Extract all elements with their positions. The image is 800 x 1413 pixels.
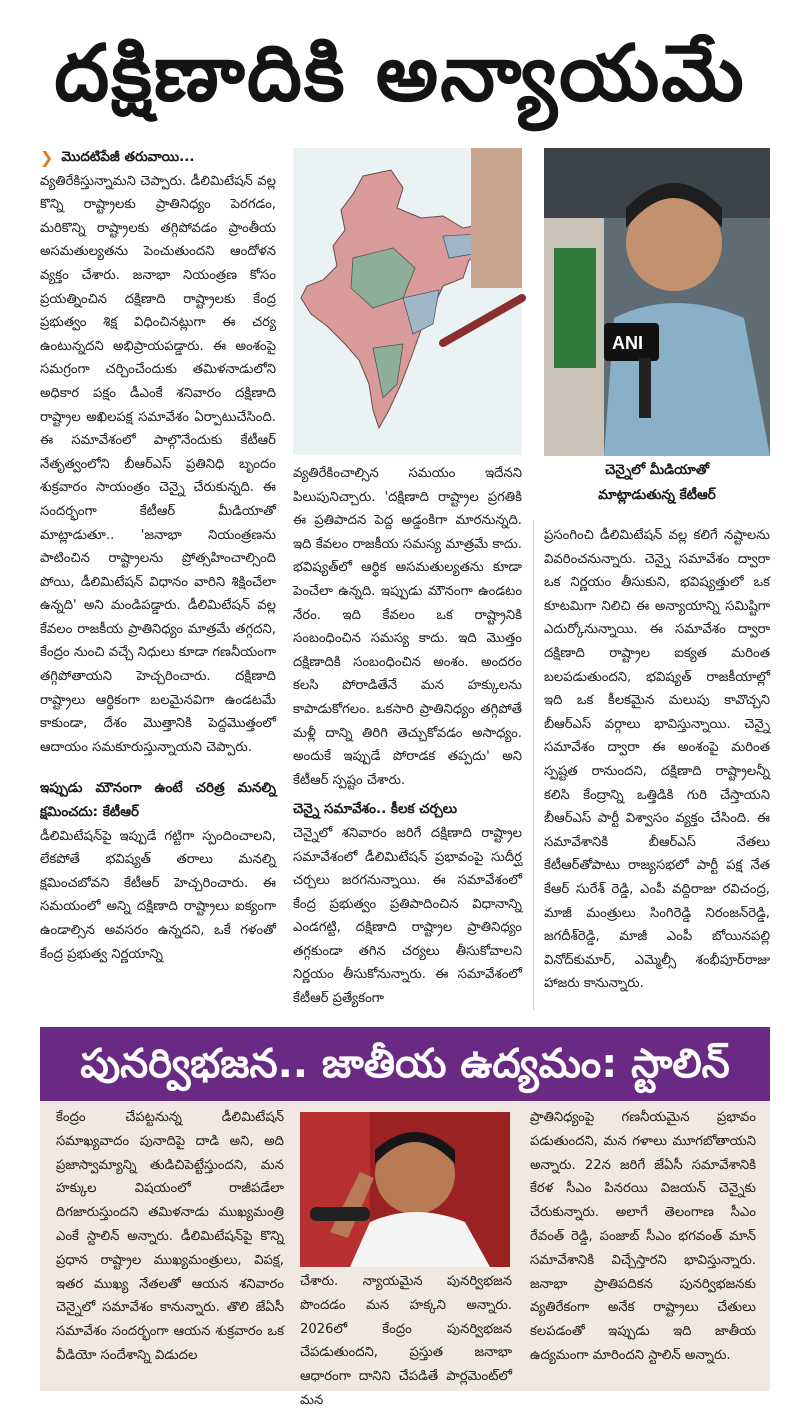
article-body-1b: డీలిమిటేషన్‌పై ఇప్పుడే గట్టిగా స్పందించాలని, లేకపోతే భవిష్యత్ తరాలు మనల్ని క్షమించబోవని కేటీఆర్ హెచ్చరించారు. ఈ సమయంలో అన్ని దక్షిణాది రాష్ట్రాలు ఐక్యంగా ఉండాల్సిన అవసరం ఉన్నదని, ఒకే గళంతో కేంద్ర ప్రభుత్వ నిర్ణయాన్ని [40,828,276,962]
stalin-column-3 [530,1106,756,1390]
continued-kicker [40,146,276,170]
article-column-1 [40,146,276,1026]
article-body-2b: చెన్నైలో శనివారం జరిగే దక్షిణాది రాష్ట్రాల సమావేశంలో డీలిమిటేషన్ ప్రభావంపై సుదీర్ఘ చర్చలు జరగనున్నాయి. ఈ సమావేశంలో కేంద్ర ప్రభుత్వం ప్రతిపాదించిన విధానాన్ని ఎండగట్టి, దక్షిణాది రాష్ట్రాల ప్రాతినిధ్యం తగ్గకుండా తగిన చర్యలు తీసుకోవాలని నిర్ణయం తీసుకోనున్నారు. ఈ సమావేశంలో కేటీఆర్ ప్రత్యేకంగా [293,825,522,1007]
stalin-body-2: చేశారు. న్యాయమైన పునర్విభజన పొందడం మన హక్కని అన్నారు. 2026లో కేంద్రం పునర్విభజన చేపడుతుందని, ప్రస్తుత జనాభా ఆధారంగా దానిని చేపడితే పార్లమెంట్‌లో మన [300,1274,512,1408]
page-headline: దక్షిణాదికి అన్యాయమే [54,29,746,119]
stalin-body-1: కేంద్రం చేపట్టనున్న డీలిమిటేషన్ సమాఖ్యవాదం పునాదిపై దాడి అని, అది ప్రజాస్వామ్యాన్ని తుడిచిపెట్టేస్తుందని, మన హక్కుల విషయంలో రాజీపడేలా దిగజారుస్తుందని తమిళనాడు ముఖ్యమంత్రి ఎంకే స్టాలిన్ అన్నారు. డీలిమిటేషన్‌పై కొన్ని ప్రధాన రాష్ట్రాల ముఖ్యమంత్రులు, విపక్ష, ఇతర ముఖ్య నేతలతో ఆయన శనివారం చెన్నైలో సమావేశం కానున్నారు. తొలి జేఏసీ సమావేశం సందర్భంగా ఆయన శుక్రవారం ఒక వీడియో సందేశాన్ని విడుదల [56,1110,284,1363]
article-body-2: వ్యతిరేకించాల్సిన సమయం ఇదేనని పిలుపునిచ్చారు. 'దక్షిణాది రాష్ట్రాల ప్రగతికి ఈ ప్రతిపాదన పెద్ద అడ్డంకిగా మారనున్నది. ఇది కేవలం రాజకీయ సమస్య మాత్రమే కాదు. భవిష్యత్‌లో ఆర్థిక అసమతుల్యతను కూడా పెంచేలా ఉన్నది. ఇప్పుడు మౌనంగా ఉండటం నేరం. ఇది కేవలం ఒక రాష్ట్రానికి సంబంధించిన సమస్య కాదు. ఇది మొత్తం దక్షిణాదికి సంబంధించిన అంశం. అందరం కలసి పోరాడితేనే మన హక్కులను కాపాడుకోగలం. ఒకసారి ప్రాతినిధ్యం తగ్గిపోతే మళ్లీ దాన్ని తిరిగి తెచ్చుకోవడం అసాధ్యం. అందుకే ఇప్పుడే పోరాడక తప్పదు' అని కేటీఆర్ స్పష్టం చేశారు. [293,466,522,788]
stalin-column-1 [56,1106,284,1390]
article-body-3: ప్రసంగించి డీలిమిటేషన్ వల్ల కలిగే నష్టాలను వివరించనున్నారు. చెన్నై సమావేశం ద్వారా ఒక నిర్ణయం తీసుకుని, భవిష్యత్తులో ఒక కూటమిగా నిలిచి ఈ అన్యాయాన్ని సమిష్టిగా ఎదుర్కోనున్నాయి. ఈ సమావేశం ద్వారా దక్షిణాది రాష్ట్రాల ఐక్యత మరింత బలపడుతుందని, భవిష్యత్ రాజకీయాల్లో ఇది ఒక కీలకమైన మలుపు కావొచ్చని బీఆర్ఎస్ వర్గాలు భావిస్తున్నాయి. చెన్నై సమావేశం ద్వారా ఈ అంశంపై మరింత స్పష్టత రానుందని, దక్షిణాది రాష్ట్రాలన్నీ కలిసి కేంద్రాన్ని ఒత్తిడికి గురి చేస్తాయని బీఆర్ఎస్ పార్టీ విశ్వాసం వ్యక్తం చేసింది. ఈ సమావేశానికి బీఆర్ఎస్ నేతలు కేటీఆర్‌తోపాటు రాజ్యసభలో పార్టీ పక్ష నేత కేఆర్ సురేశ్ రెడ్డి, ఎంపీ వద్దిరాజు రవిచంద్ర, మాజీ మంత్రులు సింగిరెడ్డి నిరంజన్‌రెడ్డి, జగదీశ్‌రెడ్డి, మాజీ ఎంపీ బోయినపల్లి వినోద్‌కుమార్, ఎమ్మెల్సీ శంభీపూర్‌రాజు హాజరు కానున్నారు. [544,528,770,992]
subheading-ktr-quote: ఇప్పుడు మౌనంగా ఉంటే చరిత్ర మనల్ని క్షమించదు: కేటీఆర్ [40,780,276,821]
india-map-photo [293,148,522,455]
photo-caption-line-2: మాట్లాడుతున్న కేటీఆర్ [598,487,716,503]
stalin-photo [300,1112,510,1267]
stalin-body-3: ప్రాతినిధ్యంపై గణనీయమైన ప్రభావం పడుతుందని, మన గళాలు మూగబోతాయని అన్నారు. 22న జరిగే జేఏసీ సమావేశానికి కేరళ సీఎం పినరయి విజయన్ చెన్నైకు చేరుకున్నారు. అలాగే తెలంగాణ సీఎం రేవంత్ రెడ్డి, పంజాబ్ సీఎం భగవంత్ మాన్ సమావేశానికి విచ్చేస్తారని భావిస్తున్నారు. జనాభా ప్రాతిపదికన పునర్విభజనకు వ్యతిరేకంగా అనేక రాష్ట్రాలు చేతులు కలపడంతో ఇప్పుడు ఇది జాతీయ ఉద్యమంగా మారిందని స్టాలిన్ అన్నారు. [530,1110,756,1363]
article-column-2 [293,462,522,1030]
subheading-chennai-meeting: చెన్నై సమావేశం.. కీలక చర్చలు [293,801,457,818]
ktr-media-photo [544,148,770,456]
chevron-right-icon: ❯ [40,148,54,167]
stalin-headline-band: పునర్విభజన.. జాతీయ ఉద్యమం: స్టాలిన్ [40,1027,770,1101]
article-body-1: వ్యతిరేకిస్తున్నామని చెప్పారు. డీలిమిటేషన్ వల్ల కొన్ని రాష్ట్రాలకు ప్రాతినిధ్యం పెరగడం, మరికొన్ని రాష్ట్రాలకు తగ్గిపోవడం ప్రాంతీయ అసమతుల్యతను పెంచుతుందని ఆందోళన వ్యక్తం చేశారు. జనాభా నియంత్రణ కోసం ప్రయత్నించిన దక్షిణాది రాష్ట్రాలకు కేంద్ర ప్రభుత్వం శిక్ష విధించినట్లుగా ఈ చర్య ఉంటున్నదని అభిప్రాయపడ్డారు. ఈ అంశంపై సమగ్రంగా చర్చించేందుకు తమిళనాడులోని అధికార పక్షం డీఎంకే శనివారం దక్షిణాది రాష్ట్రాల అఖిలపక్ష సమావేశం ఏర్పాటుచేసింది. ఈ సమావేశంలో పాల్గొనేందుకు కేటీఆర్ నేతృత్వంలోని బీఆర్ఎస్ ప్రతినిధి బృందం శుక్రవారం సాయంత్రం చెన్నై చేరుకున్నది. ఈ సందర్భంగా కేటీఆర్ మీడియాతో మాట్లాడుతూ.. 'జనాభా నియంత్రణను పాటించిన రాష్ట్రాలను ప్రోత్సహించాల్సింది పోయి, డీలిమిటేషన్ విధానం వారిని శిక్షించేలా ఉన్నది' అని మండిపడ్డారు. డీలిమిటేషన్ వల్ల కేవలం రాజకీయ ప్రాతినిధ్యం మాత్రమే తగ్గదని, కేంద్రం నుంచి వచ్చే నిధులు కూడా గణనీయంగా తగ్గిపోతాయని హెచ్చరించారు. దక్షిణాది రాష్ట్రాలు ఆర్థికంగా బలమైనవిగా ఉండటమే కాకుండా, దేశం మొత్తానికి పెద్దమొత్తంలో ఆదాయం సమకూరుస్తున్నాయని చెప్పారు. [40,173,276,755]
column-divider [533,520,534,1010]
photo-caption [544,458,770,516]
article-column-3 [544,524,770,1024]
kicker-text: మొదటిపేజీ తరువాయి... [61,149,195,165]
stalin-column-2 [300,1270,512,1408]
photo-caption-line-1: చెన్నైలో మీడియాతో [604,462,710,478]
mic-flag-label: ANI [612,333,643,353]
